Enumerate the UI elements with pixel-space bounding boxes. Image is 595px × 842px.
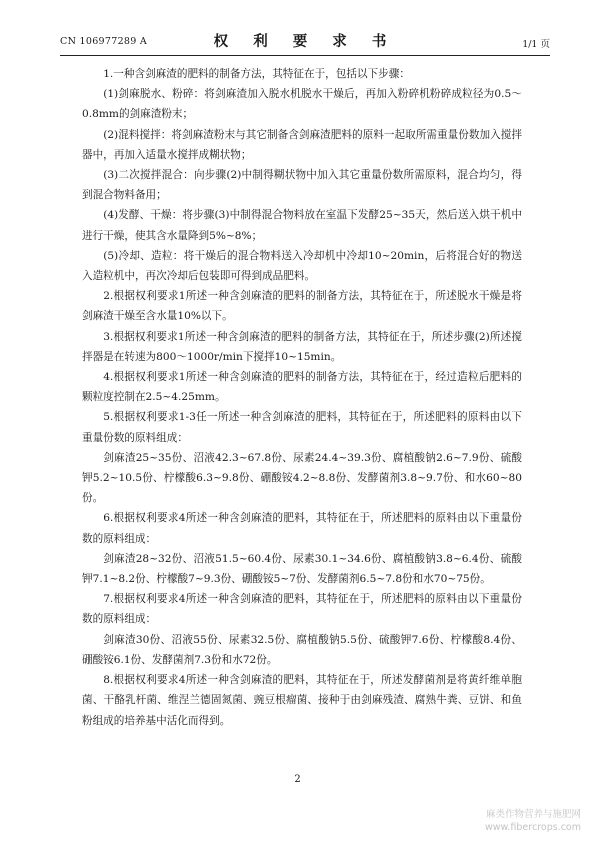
header-rule xyxy=(60,55,550,56)
watermark-url: www.fibercrops.com xyxy=(484,822,581,833)
claims-body xyxy=(82,64,522,731)
claim-paragraph: 5.根据权利要求1-3任一所述一种含剑麻渣的肥料，其特征在于，所述肥料的原料由以下重量份数的原料组成： xyxy=(82,411,522,444)
claim-paragraph: (3)二次搅拌混合：向步骤(2)中制得糊状物中加入其它重量份数所需原料，混合均匀，得到混合物料备用； xyxy=(82,169,522,202)
page-indicator: 1/1 页 xyxy=(522,39,550,50)
page-number: 2 xyxy=(294,774,301,785)
claim-paragraph: 剑麻渣30份、沼液55份、尿素32.5份、腐植酸钠5.5份、硫酸钾7.6份、柠檬酸8.4份、硼酸铵6.1份、发酵菌剂7.3份和水72份。 xyxy=(82,633,522,666)
claim-paragraph: 4.根据权利要求1所述一种含剑麻渣的肥料的制备方法，其特征在于，经过造粒后肥料的颗粒度控制在2.5~4.25mm。 xyxy=(82,371,522,404)
claim-paragraph: 1.一种含剑麻渣的肥料的制备方法，其特征在于，包括以下步骤： xyxy=(103,68,410,80)
claim-paragraph: (4)发酵、干燥：将步骤(3)中制得混合物料放在室温下发酵25~35天，然后送入烘干机中进行干燥，使其含水量降到5%~8%； xyxy=(82,209,522,242)
claim-paragraph: 2.根据权利要求1所述一种含剑麻渣的肥料的制备方法，其特征在于，所述脱水干燥是将剑麻渣干燥至含水量10%以下。 xyxy=(82,290,522,323)
claim-paragraph: 6.根据权利要求4所述一种含剑麻渣的肥料，其特征在于，所述肥料的原料由以下重量份数的原料组成： xyxy=(82,512,522,545)
watermark-site-name: 麻类作物营养与施肥网 xyxy=(485,809,581,820)
claim-paragraph: 3.根据权利要求1所述一种含剑麻渣的肥料的制备方法，其特征在于，所述步骤(2)所述搅拌器是在转速为800～1000r/min下搅拌10~15min。 xyxy=(82,330,522,363)
claim-paragraph: 8.根据权利要求4所述一种含剑麻渣的肥料，其特征在于，所述发酵菌剂是将黄纤维单胞菌、干酪乳杆菌、维涅兰德固氮菌、豌豆根瘤菌、接种于由剑麻残渣、腐熟牛粪、豆饼、和鱼粉组成的培养基中活化而得到。 xyxy=(82,674,522,727)
document-header xyxy=(60,30,550,52)
claim-paragraph: 7.根据权利要求4所述一种含剑麻渣的肥料，其特征在于，所述肥料的原料由以下重量份数的原料组成： xyxy=(82,593,522,626)
claim-paragraph: 剑麻渣28~32份、沼液51.5~60.4份、尿素30.1~34.6份、腐植酸钠3.8~6.4份、硫酸钾7.1~8.2份、柠檬酸7~9.3份、硼酸铵5~7份、发酵菌剂6.5~7.8份和水70~75份。 xyxy=(82,552,522,586)
claim-paragraph: (2)混料搅拌：将剑麻渣粉末与其它制备含剑麻渣肥料的原料一起取所需重量份数加入搅拌器中，再加入适量水搅拌成糊状物； xyxy=(82,128,522,161)
patent-number: CN 106977289 A xyxy=(60,36,148,47)
claim-paragraph: (5)冷却、造粒：将干燥后的混合物料送入冷却机中冷却10~20min，后将混合好的物送入造粒机中，再次冷却后包装即可得到成品肥料。 xyxy=(82,249,522,283)
claim-paragraph: (1)剑麻脱水、粉碎：将剑麻渣加入脱水机脱水干燥后，再加入粉碎机粉碎成粒径为0.5～0.8mm的剑麻渣粉末； xyxy=(82,88,522,121)
document-title: 权 利 要 求 书 xyxy=(213,33,397,50)
claim-paragraph: 剑麻渣25~35份、沼液42.3~67.8份、尿素24.4~39.3份、腐植酸钠2.6~7.9份、硫酸钾5.2~10.5份、柠檬酸6.3~9.8份、硼酸铵4.2~8.8份、发酵菌剂3.8~9.7份、和水60~80份。 xyxy=(82,451,522,505)
watermark xyxy=(485,808,581,834)
